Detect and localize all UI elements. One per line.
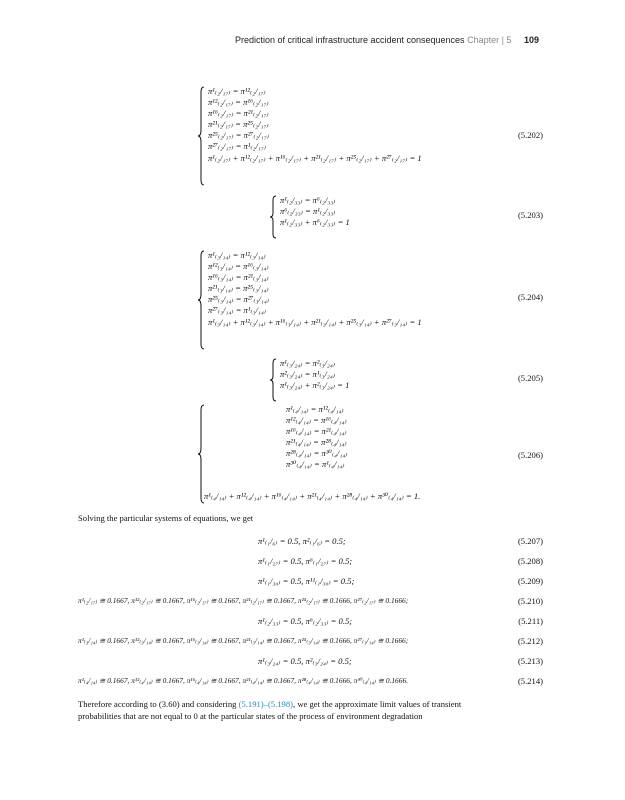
equation-line: π²⁵₍₃/₁₄₎ = π²⁷₍₃/₁₄₎ <box>208 294 269 305</box>
result-equation: π¹₍₁/₂₇₎ = 0.5, π⁶₍₁/₂₇₎ = 0.5; <box>258 556 353 566</box>
equation-line: π⁶₍₂/₃₃₎ = π¹₍₂/₃₃₎ <box>280 206 336 217</box>
equation-line: π¹₍₃/₂₄₎ + π²₍₃/₂₄₎ = 1 <box>280 380 350 391</box>
equation-number: (5.212) <box>517 636 543 646</box>
equation-line: π¹₍₂/₃₃₎ = π⁶₍₂/₃₃₎ <box>280 195 336 205</box>
page-number: 109 <box>523 35 539 45</box>
left-brace-icon <box>198 86 205 186</box>
running-title: Prediction of critical infrastructure accident consequences <box>234 35 465 45</box>
equation-line: π¹₍₂/₁₇₎ + π¹²₍₂/₁₇₎ + π¹⁶₍₂/₁₇₎ + π²¹₍₂/₁₇₎ + π²⁵₍₂/₁₇₎ + π²⁷₍₂/₁₇₎ = 1 <box>208 152 422 163</box>
equation-number: (5.208) <box>517 556 543 566</box>
equation-line: π¹₍₃/₁₄₎ = π¹²₍₃/₁₄₎ <box>208 250 266 260</box>
equation-number: (5.205) <box>517 373 543 383</box>
equation-line: π¹⁶₍₄/₁₄₎ = π²¹₍₄/₁₄₎ <box>286 426 347 437</box>
result-equation: π¹₍₃/₁₄₎ ≅ 0.1667, π¹²₍₃/₁₄₎ ≅ 0.1667, π¹⁶₍₃/₁₄₎ ≅ 0.1667, π²¹₍₃/₁₄₎ ≅ 0.1667, π²⁵₍₃/₁₄₎ ≅ 0.1666, π²⁷₍₃/₁₄₎ ≅ 0.1666; <box>78 636 409 645</box>
equation-line: π¹₍₄/₁₄₎ = π¹²₍₄/₁₄₎ <box>286 404 344 414</box>
left-brace-icon <box>198 250 205 350</box>
equation-line: π²⁷₍₂/₁₇₎ = π¹₍₂/₁₇₎ <box>208 141 266 152</box>
equation-line: π¹₍₄/₁₄₎ + π¹²₍₄/₁₄₎ + π¹⁶₍₄/₁₄₎ + π²¹₍₄/₁₄₎ + π²⁸₍₄/₁₄₎ + π³⁰₍₄/₁₄₎ = 1. <box>204 491 421 501</box>
equation-reference-link[interactable]: (5.191)–(5.198) <box>238 699 294 709</box>
body-paragraph: Solving the particular systems of equations, we get <box>78 513 254 523</box>
left-brace-icon <box>270 358 277 402</box>
equation-line: π¹²₍₂/₁₇₎ = π¹⁶₍₂/₁₇₎ <box>208 97 269 108</box>
equation-line: π²¹₍₃/₁₄₎ = π²⁵₍₃/₁₄₎ <box>208 283 269 294</box>
equation-line: π¹⁶₍₂/₁₇₎ = π²¹₍₂/₁₇₎ <box>208 108 269 119</box>
result-equation: π¹₍₂/₁₇₎ ≅ 0.1667, π¹²₍₂/₁₇₎ ≅ 0.1667, π¹⁶₍₂/₁₇₎ ≅ 0.1667, π²¹₍₂/₁₇₎ ≅ 0.1667, π²⁵₍₂/₁₇₎ ≅ 0.1666, π²⁷₍₂/₁₇₎ ≅ 0.1666; <box>78 596 409 605</box>
result-equation: π¹₍₃/₂₄₎ = 0.5, π²₍₃/₂₄₎ = 0.5; <box>258 656 352 666</box>
closing-text: , we get the approximate limit values of transient <box>293 699 462 709</box>
left-brace-icon <box>198 404 205 504</box>
closing-paragraph-line-2: probabilities that are not equal to 0 at the particular states of the process of environment degradation <box>78 711 423 721</box>
closing-paragraph-line-1 <box>78 699 461 709</box>
equation-line: π¹₍₂/₃₃₎ + π⁶₍₂/₃₃₎ = 1 <box>280 217 350 228</box>
equation-number: (5.210) <box>517 596 543 606</box>
equation-line: π²¹₍₄/₁₄₎ = π²⁸₍₄/₁₄₎ <box>286 437 347 448</box>
left-brace-icon <box>270 195 277 239</box>
equation-number: (5.206) <box>517 450 543 460</box>
chapter-label: Chapter | 5 <box>467 35 512 45</box>
closing-text: Therefore according to (3.60) and considering <box>78 699 239 709</box>
equation-number: (5.203) <box>517 210 543 220</box>
equation-number: (5.214) <box>517 676 543 686</box>
equation-line: π¹₍₃/₁₄₎ + π¹²₍₃/₁₄₎ + π¹⁶₍₃/₁₄₎ + π²¹₍₃/₁₄₎ + π²⁵₍₃/₁₄₎ + π²⁷₍₃/₁₄₎ = 1 <box>208 316 422 327</box>
equation-line: π²¹₍₂/₁₇₎ = π²⁵₍₂/₁₇₎ <box>208 119 269 130</box>
equation-line: π²⁷₍₃/₁₄₎ = π¹₍₃/₁₄₎ <box>208 305 266 316</box>
equation-number: (5.202) <box>517 130 543 140</box>
equation-line: π¹₍₂/₁₇₎ = π¹²₍₂/₁₇₎ <box>208 86 266 96</box>
equation-line: π¹²₍₄/₁₄₎ = π¹⁶₍₄/₁₄₎ <box>286 415 347 426</box>
equation-line: π³⁰₍₄/₁₄₎ = π¹₍₄/₁₄₎ <box>286 459 345 470</box>
running-header <box>235 35 539 45</box>
result-equation: π¹₍₁/₃₀₎ = 0.5, π¹¹₍₁/₃₀₎ = 0.5; <box>258 576 355 586</box>
equation-number: (5.204) <box>517 292 543 302</box>
result-equation: π¹₍₁/₆₎ = 0.5, π²₍₁/₆₎ = 0.5; <box>258 536 346 546</box>
result-equation: π¹₍₂/₃₃₎ = 0.5, π⁶₍₂/₃₃₎ = 0.5; <box>258 616 353 626</box>
equation-line: π¹⁶₍₃/₁₄₎ = π²¹₍₃/₁₄₎ <box>208 272 269 283</box>
equation-number: (5.213) <box>517 656 543 666</box>
equation-line: π²₍₃/₂₄₎ = π¹₍₃/₂₄₎ <box>280 369 336 380</box>
equation-line: π¹²₍₃/₁₄₎ = π¹⁶₍₃/₁₄₎ <box>208 261 269 272</box>
equation-line: π²⁵₍₂/₁₇₎ = π²⁷₍₂/₁₇₎ <box>208 130 269 141</box>
equation-number: (5.209) <box>517 576 543 586</box>
equation-number: (5.207) <box>517 536 543 546</box>
equation-line: π²⁸₍₄/₁₄₎ = π³⁰₍₄/₁₄₎ <box>286 448 348 459</box>
equation-line: π¹₍₃/₂₄₎ = π²₍₃/₂₄₎ <box>280 358 336 368</box>
result-equation: π¹₍₄/₁₄₎ ≅ 0.1667, π¹²₍₄/₁₄₎ ≅ 0.1667, π¹⁶₍₄/₁₄₎ ≅ 0.1667, π²¹₍₄/₁₄₎ ≅ 0.1667, π²⁸₍₄/₁₄₎ ≅ 0.1666, π³⁰₍₄/₁₄₎ ≅ 0.1666. <box>78 676 408 685</box>
equation-number: (5.211) <box>518 616 543 626</box>
